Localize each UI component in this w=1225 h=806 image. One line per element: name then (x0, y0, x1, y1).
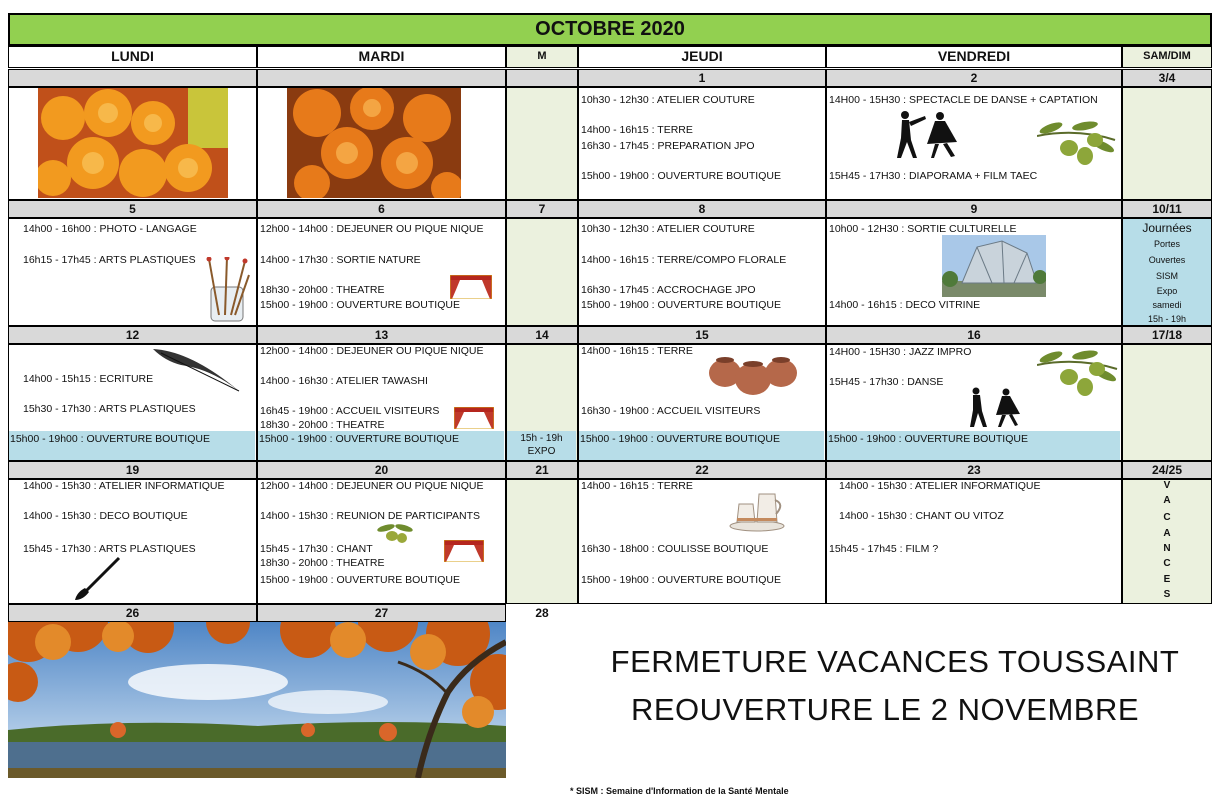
event-line: 16h30 - 18h00 : COULISSE BOUTIQUE (581, 543, 769, 555)
date-label: 21 (506, 461, 578, 479)
event-line: 15h45 - 17h30 : CHANT (260, 543, 373, 555)
event-line: 16h30 - 19h00 : ACCUEIL VISITEURS (581, 405, 761, 417)
event-line: 15h00 - 19h00 : OUVERTURE BOUTIQUE (581, 574, 781, 586)
day-cell (8, 87, 257, 200)
day-cell (506, 344, 578, 461)
event-line: 14h00 - 16h15 : TERRE/COMPO FLORALE (581, 254, 787, 266)
open-days-label: Journées (1142, 221, 1192, 235)
header-weekend: SAM/DIM (1122, 46, 1212, 68)
dancers-icon (885, 110, 965, 160)
day-cell (578, 344, 826, 461)
flowers-image (287, 88, 461, 198)
vacances-letter: A (1163, 495, 1171, 506)
closure-notice: FERMETURE VACANCES TOUSSAINT (610, 644, 1180, 679)
event-line: 14h00 - 16h30 : ATELIER TAWASHI (260, 375, 428, 387)
event-line: 12h00 - 14h00 : DEJEUNER OU PIQUE NIQUE (260, 223, 484, 235)
olive-branch-icon (1037, 347, 1119, 401)
day-cell (578, 479, 826, 604)
event-line: 15h45 - 17h45 : FILM ? (829, 543, 939, 555)
date-label: 19 (8, 461, 257, 479)
event-line: 14H00 - 15H30 : JAZZ IMPRO (829, 346, 972, 358)
date-empty (257, 69, 506, 87)
vacances-letter: C (1163, 512, 1171, 523)
date-label: 22 (578, 461, 826, 479)
day-cell (506, 479, 578, 604)
vacances-letter: E (1163, 574, 1171, 585)
date-label: 10/11 (1122, 200, 1212, 218)
date-label: 23 (826, 461, 1122, 479)
boutique-band (579, 431, 824, 460)
event-line: 15h00 - 19h00 : OUVERTURE BOUTIQUE (10, 433, 210, 445)
event-line: 16h30 - 17h45 : ACCROCHAGE JPO (581, 284, 756, 296)
day-cell (257, 87, 506, 200)
event-line: 14h00 - 15h30 : DECO BOUTIQUE (23, 510, 188, 522)
event-line: 16h30 - 17h45 : PREPARATION JPO (581, 140, 755, 152)
olive-branch-icon (1037, 118, 1117, 173)
vacances-letter: N (1163, 543, 1171, 554)
olive-branch-icon (376, 522, 414, 544)
quill-feather-icon (151, 345, 241, 395)
date-label: 13 (257, 326, 506, 344)
day-cell (257, 479, 506, 604)
event-line: 18h30 - 20h00 : THEATRE (260, 284, 385, 296)
day-cell (1122, 479, 1212, 604)
event-line: 15h00 - 19h00 : OUVERTURE BOUTIQUE (260, 299, 460, 311)
day-cell (257, 344, 506, 461)
header-mardi: MARDI (257, 46, 506, 68)
autumn-lake-image (8, 622, 506, 778)
event-line: 14h00 - 15h30 : REUNION DE PARTICIPANTS (260, 510, 480, 522)
clay-pots-icon (707, 351, 799, 397)
expo-label: EXPO (527, 446, 556, 457)
event-line: 14h00 - 15h15 : ECRITURE (23, 373, 154, 385)
date-label: 5 (8, 200, 257, 218)
event-line: 10h30 - 12h30 : ATELIER COUTURE (581, 223, 755, 235)
paintbrush-icon (73, 556, 121, 602)
boutique-band (9, 431, 255, 460)
day-cell (826, 218, 1122, 326)
day-cell (1122, 87, 1212, 200)
header-lundi: LUNDI (8, 46, 257, 68)
open-days-label: SISM (1155, 271, 1178, 281)
day-cell (1122, 344, 1212, 461)
boutique-band (258, 431, 504, 460)
date-label: 12 (8, 326, 257, 344)
day-cell (826, 344, 1122, 461)
expo-band (507, 431, 576, 460)
vacances-letter: C (1163, 558, 1171, 569)
event-line: 15h00 - 19h00 : OUVERTURE BOUTIQUE (581, 299, 781, 311)
event-line: 15h00 - 19h00 : OUVERTURE BOUTIQUE (260, 574, 460, 586)
theater-curtain-icon (454, 407, 494, 429)
day-cell (1122, 218, 1212, 326)
event-line: 15h00 - 19h00 : OUVERTURE BOUTIQUE (580, 433, 780, 445)
event-line: 15h45 - 17h30 : ARTS PLASTIQUES (23, 543, 196, 555)
date-label: 7 (506, 200, 578, 218)
event-line: 15H45 - 17H30 : DIAPORAMA + FILM TAEC (829, 170, 1038, 182)
expo-time: 15h - 19h (520, 433, 563, 444)
event-line: 15H45 - 17h30 : DANSE (829, 376, 944, 388)
day-cell (826, 479, 1122, 604)
event-line: 16h45 - 19h00 : ACCUEIL VISITEURS (260, 405, 440, 417)
day-cell (506, 87, 578, 200)
boutique-band (827, 431, 1120, 460)
date-empty (8, 69, 257, 87)
date-label: 8 (578, 200, 826, 218)
event-line: 12h00 - 14h00 : DEJEUNER OU PIQUE NIQUE (260, 480, 484, 492)
date-label: 15 (578, 326, 826, 344)
event-line: 14h00 - 16h15 : DECO VITRINE (829, 299, 981, 311)
day-cell (826, 87, 1122, 200)
open-days-label: Ouvertes (1148, 255, 1186, 265)
date-label: 27 (257, 604, 506, 622)
event-line: 15h30 - 17h30 : ARTS PLASTIQUES (23, 403, 196, 415)
event-line: 18h30 - 20h00 : THEATRE (260, 419, 385, 431)
vacances-letter: A (1163, 528, 1171, 539)
event-line: 14h00 - 16h15 : TERRE (581, 480, 693, 492)
event-line: 18h30 - 20h00 : THEATRE (260, 557, 385, 569)
calendar-title: OCTOBRE 2020 (8, 13, 1212, 46)
museum-building-image (942, 235, 1046, 297)
event-line: 14h00 - 16h15 : TERRE (581, 345, 693, 357)
event-line: 14h00 - 17h30 : SORTIE NATURE (260, 254, 421, 266)
vacances-letter: V (1163, 480, 1171, 491)
date-label: 24/25 (1122, 461, 1212, 479)
event-line: 14h00 - 16h15 : TERRE (581, 124, 693, 136)
day-cell (8, 479, 257, 604)
sism-footnote: * SISM : Semaine d'Information de la Santé Mentale (570, 786, 789, 796)
dancers-icon (962, 387, 1026, 429)
header-mercredi: M (506, 46, 578, 68)
day-cell (8, 344, 257, 461)
date-label: 17/18 (1122, 326, 1212, 344)
date-label: 6 (257, 200, 506, 218)
header-vendredi: VENDREDI (826, 46, 1122, 68)
date-label: 26 (8, 604, 257, 622)
event-line: 16h15 - 17h45 : ARTS PLASTIQUES (23, 254, 196, 266)
flowers-image (38, 88, 228, 198)
header-jeudi: JEUDI (578, 46, 826, 68)
open-days-label: Portes (1153, 239, 1180, 249)
date-label: 14 (506, 326, 578, 344)
event-line: 15h00 - 19h00 : OUVERTURE BOUTIQUE (828, 433, 1028, 445)
ceramic-pitcher-icon (729, 488, 787, 532)
date-label: 3/4 (1122, 69, 1212, 87)
day-cell (506, 218, 578, 326)
theater-curtain-icon (450, 275, 492, 299)
reopening-notice: REOUVERTURE LE 2 NOVEMBRE (630, 692, 1140, 727)
theater-curtain-icon (444, 540, 484, 562)
day-cell (578, 218, 826, 326)
open-days-label: 15h - 19h (1147, 314, 1187, 324)
event-line: 14h00 - 15h30 : CHANT OU VITOZ (839, 510, 1004, 522)
paintbrush-jar-icon (205, 257, 251, 323)
open-days-label: samedi (1152, 300, 1182, 310)
event-line: 10h30 - 12h30 : ATELIER COUTURE (581, 94, 755, 106)
date-label: 2 (826, 69, 1122, 87)
day-cell (578, 87, 826, 200)
day-cell (8, 218, 257, 326)
date-empty (506, 69, 578, 87)
event-line: 14h00 - 16h00 : PHOTO - LANGAGE (23, 223, 197, 235)
event-line: 12h00 - 14h00 : DEJEUNER OU PIQUE NIQUE (260, 345, 484, 357)
event-line: 14h00 - 15h30 : ATELIER INFORMATIQUE (839, 480, 1041, 492)
event-line: 14H00 - 15H30 : SPECTACLE DE DANSE + CAPTATION (829, 94, 1098, 106)
event-line: 14h00 - 15h30 : ATELIER INFORMATIQUE (23, 480, 225, 492)
date-label: 9 (826, 200, 1122, 218)
vacances-letter: S (1163, 589, 1171, 600)
date-label: 20 (257, 461, 506, 479)
event-line: 15h00 - 19h00 : OUVERTURE BOUTIQUE (259, 433, 459, 445)
event-line: 10h00 - 12H30 : SORTIE CULTURELLE (829, 223, 1017, 235)
date-label: 28 (535, 606, 549, 620)
date-label: 1 (578, 69, 826, 87)
open-days-label: Expo (1156, 286, 1178, 296)
event-line: 15h00 - 19h00 : OUVERTURE BOUTIQUE (581, 170, 781, 182)
date-label: 16 (826, 326, 1122, 344)
day-cell (257, 218, 506, 326)
